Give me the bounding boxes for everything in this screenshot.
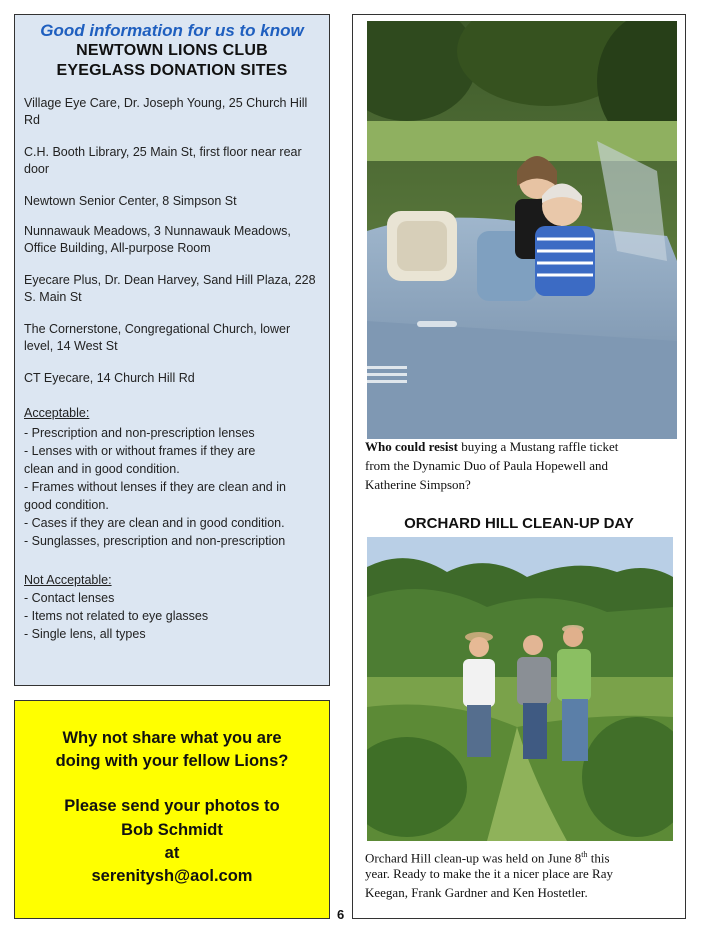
share-line: Why not share what you are	[62, 729, 282, 747]
not-acceptable-item: - Contact lenses	[24, 591, 115, 605]
acceptable-item: good condition.	[24, 498, 109, 512]
not-acceptable-heading: Not Acceptable:	[24, 573, 112, 587]
caption-text: Orchard Hill clean-up was held on June 8	[365, 850, 582, 866]
acceptable-item: - Frames without lenses if they are clean and in	[24, 480, 286, 494]
site-item: CT Eyecare, 14 Church Hill Rd	[24, 371, 195, 385]
donation-sites-box	[14, 14, 330, 686]
contact-email: serenitysh@aol.com	[91, 867, 253, 885]
site-item: Eyecare Plus, Dr. Dean Harvey, Sand Hill Plaza, 228 S. Main St	[24, 273, 316, 304]
acceptable-item: clean and in good condition.	[24, 462, 180, 476]
caption-text: this	[587, 850, 610, 866]
date-suffix: th	[581, 850, 588, 859]
intro-heading: Good information for us to know	[40, 21, 304, 40]
share-line: Please send your photos to	[64, 797, 280, 815]
site-item: Newtown Senior Center, 8 Simpson St	[24, 194, 237, 208]
site-item: Nunnawauk Meadows, 3 Nunnawauk Meadows, Office Building, All-purpose Room	[24, 224, 291, 255]
share-photos-box	[14, 700, 330, 919]
mustang-photo	[367, 21, 677, 439]
not-acceptable-item: - Single lens, all types	[24, 627, 146, 641]
orchard-title: ORCHARD HILL CLEAN-UP DAY	[404, 515, 634, 532]
acceptable-heading: Acceptable:	[24, 406, 90, 420]
share-line: at	[164, 844, 180, 862]
share-line: doing with your fellow Lions?	[55, 752, 289, 770]
not-acceptable-item: - Items not related to eye glasses	[24, 609, 209, 623]
acceptable-item: - Lenses with or without frames if they are	[24, 444, 256, 458]
club-title: NEWTOWN LIONS CLUB	[76, 42, 268, 59]
acceptable-item: - Prescription and non-prescription lenses	[24, 426, 255, 440]
mustang-caption	[365, 437, 677, 456]
page-number: 6	[337, 907, 345, 922]
caption-text: buying a Mustang raffle ticket	[457, 439, 619, 454]
contact-name: Bob Schmidt	[121, 821, 223, 839]
site-item: C.H. Booth Library, 25 Main St, first floor near rear door	[24, 145, 302, 176]
mustang-caption-line: Katherine Simpson?	[365, 477, 471, 492]
sites-title: EYEGLASS DONATION SITES	[56, 62, 288, 79]
orchard-caption-line: year. Ready to make the it a nicer place are Ray	[365, 866, 613, 881]
site-item: The Cornerstone, Congregational Church, lower level, 14 West St	[24, 322, 291, 353]
photos-column	[352, 14, 686, 919]
acceptable-item: - Sunglasses, prescription and non-prescription	[24, 534, 286, 548]
orchard-caption-line: Keegan, Frank Gardner and Ken Hostetler.	[365, 885, 588, 900]
orchard-photo	[367, 537, 673, 841]
mustang-caption-line: from the Dynamic Duo of Paula Hopewell and	[365, 458, 608, 473]
caption-lead: Who could resist	[365, 439, 458, 454]
site-item: Village Eye Care, Dr. Joseph Young, 25 Church Hill Rd	[24, 96, 308, 127]
acceptable-item: - Cases if they are clean and in good condition.	[24, 516, 285, 530]
